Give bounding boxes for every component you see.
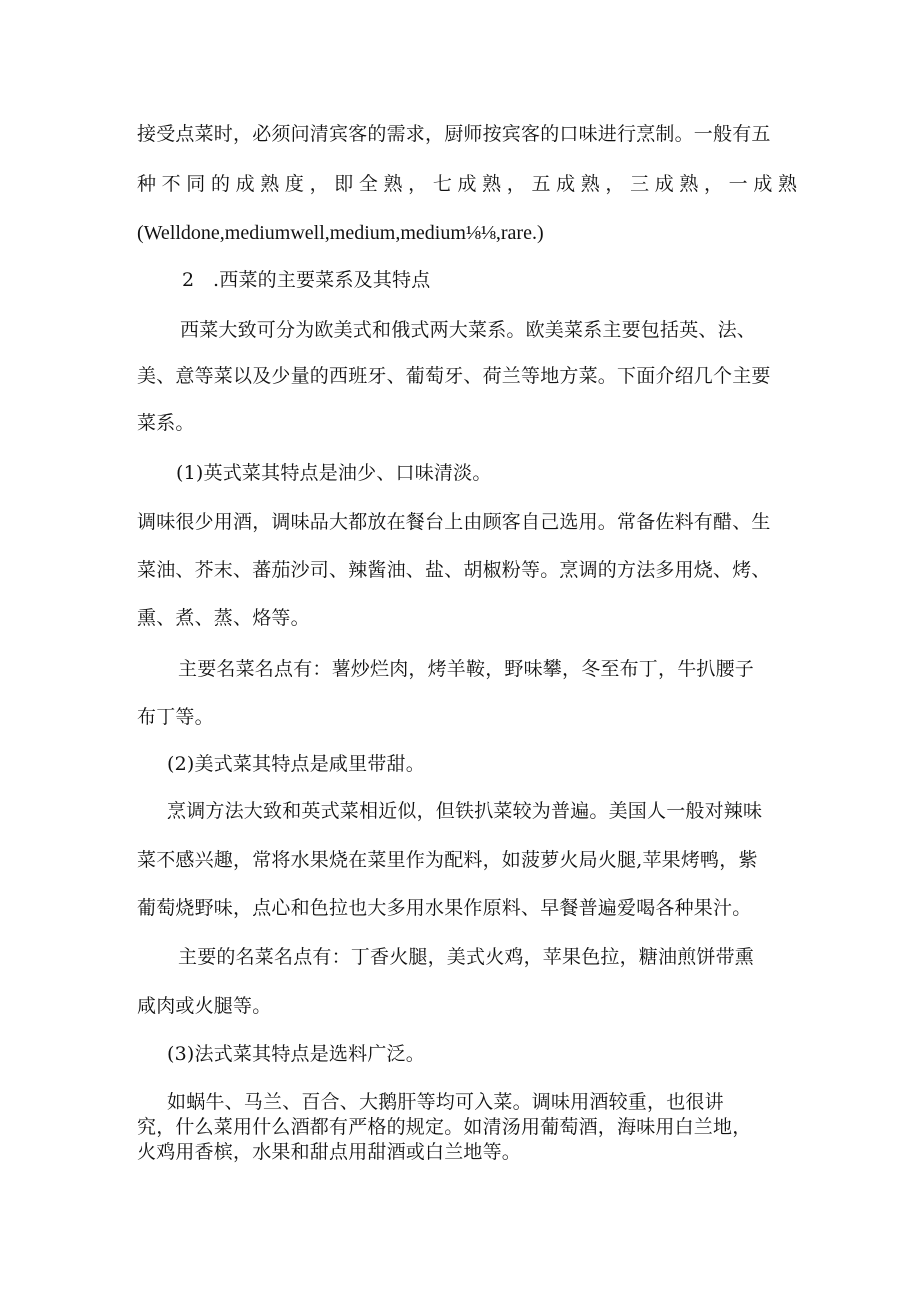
- subsection-heading: (2)美式菜其特点是咸里带甜。: [167, 753, 425, 775]
- paragraph-line: 主要名菜名点有：薯炒烂肉，烤羊鞍，野味攀，冬至布丁，牛扒腰子: [178, 658, 755, 680]
- paragraph-line: 究，什么菜用什么酒都有严格的规定。如清汤用葡萄酒，海味用白兰地，: [137, 1116, 752, 1138]
- paragraph-line: 菜系。: [137, 412, 195, 434]
- paragraph-line: 如蜗牛、马兰、百合、大鹅肝等均可入菜。调味用酒较重，也很讲: [167, 1091, 724, 1113]
- paragraph-line: 布丁等。: [137, 706, 214, 728]
- paragraph-line: (Welldone,mediumwell,medium,medium⅛⅛,rare.): [137, 222, 544, 244]
- paragraph-line: 西菜大致可分为欧美式和俄式两大菜系。欧美菜系主要包括英、法、: [180, 319, 757, 341]
- paragraph-line: 调味很少用酒，调味品大都放在餐台上由顾客自己选用。常备佐料有醋、生: [137, 511, 771, 533]
- paragraph-line: 菜油、芥末、蕃茄沙司、辣酱油、盐、胡椒粉等。烹调的方法多用烧、烤、: [137, 559, 771, 581]
- section-number: 2: [182, 269, 195, 291]
- paragraph-line: 接受点菜时，必须问清宾客的需求，厨师按宾客的口味进行烹制。一般有五: [137, 123, 771, 145]
- paragraph-line: 美、意等菜以及少量的西班牙、葡萄牙、荷兰等地方菜。下面介绍几个主要: [137, 365, 771, 387]
- paragraph-line: 熏、煮、蒸、烙等。: [137, 607, 310, 629]
- paragraph-line: 烹调方法大致和英式菜相近似，但铁扒菜较为普遍。美国人一般对辣味: [167, 800, 763, 822]
- paragraph-line: 火鸡用香槟，水果和甜点用甜酒或白兰地等。: [137, 1141, 522, 1163]
- section-title: .西菜的主要菜系及其特点: [213, 269, 431, 291]
- subsection-heading: (3)法式菜其特点是选料广泛。: [167, 1043, 425, 1065]
- subsection-heading: (1)英式菜其特点是油少、口味清淡。: [176, 462, 492, 484]
- paragraph-line: 咸肉或火腿等。: [137, 995, 272, 1017]
- paragraph-line: 葡萄烧野味，点心和色拉也大多用水果作原料、早餐普遍爱喝各种果汁。: [137, 897, 752, 919]
- paragraph-line: 菜不感兴趣，常将水果烧在菜里作为配料，如菠萝火局火腿,苹果烤鸭，紫: [137, 849, 758, 871]
- paragraph-line: 种不同的成熟度，即全熟，七成熟，五成熟，三成熟，一成熟: [137, 173, 797, 195]
- paragraph-line: 主要的名菜名点有：丁香火腿，美式火鸡，苹果色拉，糖油煎饼带熏: [178, 946, 755, 968]
